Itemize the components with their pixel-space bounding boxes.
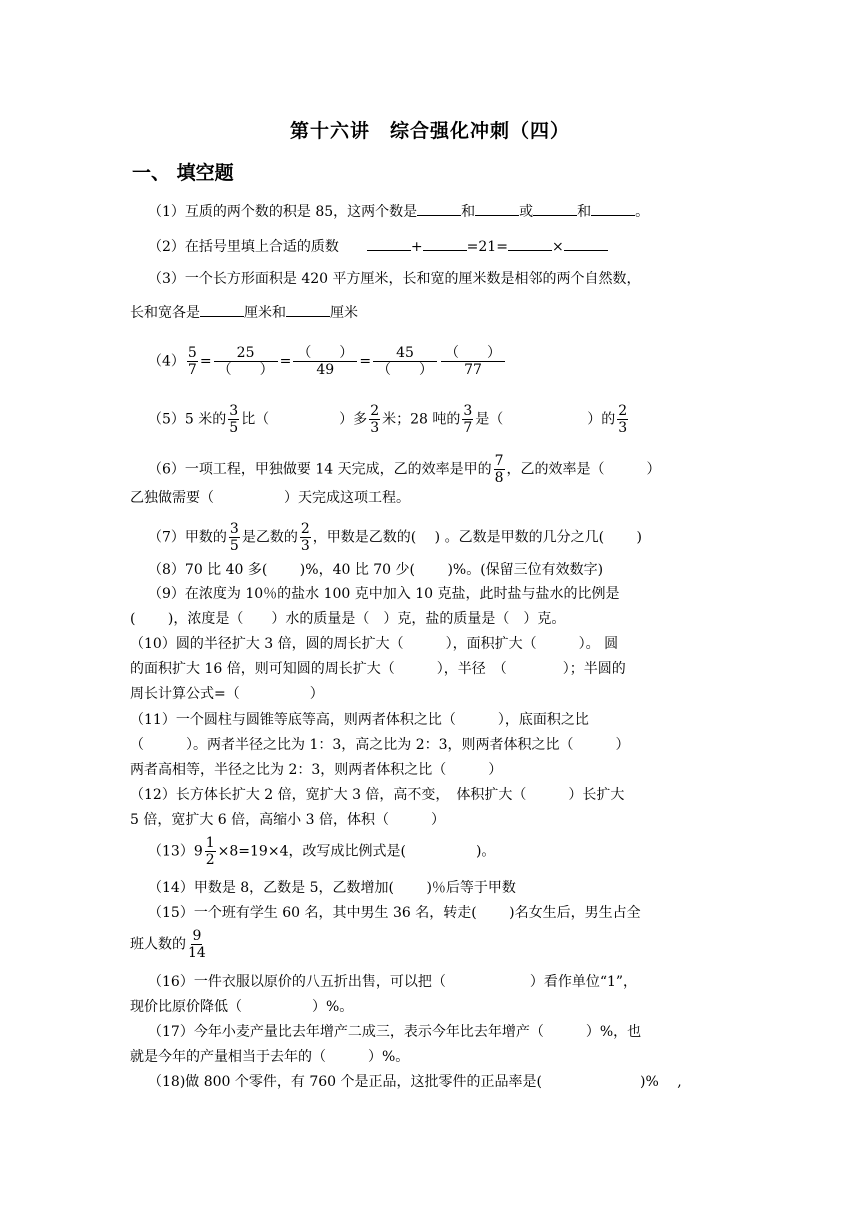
q6-b: ，乙的效率是（ ） <box>506 461 661 478</box>
q1-and1: 和 <box>461 204 476 220</box>
fraction <box>293 345 357 378</box>
denominator: 14 <box>188 945 206 961</box>
blank[interactable] <box>475 201 519 216</box>
question-13 <box>148 835 758 868</box>
denominator: 7 <box>463 420 473 436</box>
question-5 <box>148 403 758 436</box>
q1-end: 。 <box>635 204 650 220</box>
section-heading: 一、 填空题 <box>132 162 234 184</box>
denominator: 2 <box>205 852 215 868</box>
question-3-line2 <box>130 302 740 323</box>
blank[interactable] <box>508 236 552 251</box>
numerator: 25 <box>214 345 278 362</box>
numerator: 2 <box>618 403 628 419</box>
question-7 <box>148 521 758 554</box>
q1-text: （1）互质的两个数的积是 85，这两个数是 <box>148 204 418 220</box>
question-17-line2: 就是今年的产量相当于去年的（ ）%。 <box>130 1049 410 1065</box>
q13-a: （13）9 <box>148 843 203 860</box>
numerator: 3 <box>229 521 239 537</box>
q2-times: × <box>551 239 564 255</box>
fraction <box>229 521 240 554</box>
blank[interactable] <box>423 236 467 251</box>
fraction <box>188 928 206 961</box>
question-16-line1: （16）一件衣服以原价的八五折出售，可以把（ ）看作单位“1”， <box>148 974 638 990</box>
numerator: 1 <box>205 835 215 851</box>
denominator: 49 <box>316 362 335 378</box>
numerator: 45 <box>373 345 437 362</box>
denominator[interactable]: （ ） <box>217 362 274 378</box>
equals: = <box>199 353 212 370</box>
q3-pre: 长和宽各是 <box>130 305 200 321</box>
fraction <box>617 403 628 436</box>
q5-c: 米；28 吨的 <box>382 411 461 428</box>
question-10-line1: （10）圆的半径扩大 3 倍，圆的周长扩大（ ），面积扩大（ ）。 圆 <box>130 636 619 652</box>
denominator: 3 <box>370 420 380 436</box>
fraction <box>300 521 311 554</box>
q5-d: 是（ ）的 <box>475 411 616 428</box>
fraction <box>228 403 239 436</box>
question-10-line3: 周长计算公式=（ ） <box>130 686 324 702</box>
denominator: 3 <box>300 538 310 554</box>
question-12-line1: （12）长方体长扩大 2 倍，宽扩大 3 倍，高不变， 体积扩大（ ）长扩大 <box>130 787 625 803</box>
blank[interactable] <box>286 302 330 317</box>
q2-plus: + <box>410 239 423 255</box>
question-11-line3: 两者高相等，半径之比为 2：3，则两者体积之比（ ） <box>130 762 503 778</box>
denominator: 77 <box>464 362 482 378</box>
q7-a: （7）甲数的 <box>148 529 227 546</box>
question-4 <box>148 345 758 378</box>
numerator: 9 <box>192 928 202 944</box>
question-2 <box>148 236 758 257</box>
question-17-line1: （17）今年小麦产量比去年增产二成三，表示今年比去年增产（ ）%，也 <box>148 1024 642 1040</box>
q1-or: 或 <box>519 204 534 220</box>
blank[interactable] <box>564 236 608 251</box>
q3-end: 厘米 <box>330 305 358 321</box>
numerator: 3 <box>463 403 473 419</box>
numerator: 5 <box>187 345 197 361</box>
question-18: （18)做 800 个零件，有 760 个是正品，这批零件的正品率是( )% , <box>148 1074 682 1090</box>
numerator[interactable]: （ ） <box>441 345 505 362</box>
blank[interactable] <box>417 201 461 216</box>
q1-and2: 和 <box>577 204 592 220</box>
question-6-line2: 乙独做需要（ ）天完成这项工程。 <box>130 490 410 506</box>
denominator: 5 <box>229 420 239 436</box>
page-title: 第十六讲 综合强化冲刺（四） <box>289 120 570 142</box>
question-3-line1: （3）一个长方形面积是 420 平方厘米，长和宽的厘米数是相邻的两个自然数， <box>148 271 641 287</box>
fraction <box>214 345 278 378</box>
q6-a: （6）一项工程，甲独做要 14 天完成，乙的效率是甲的 <box>148 461 492 478</box>
denominator: 8 <box>494 470 504 486</box>
fraction <box>205 835 216 868</box>
q2-eq: =21= <box>466 239 508 255</box>
question-14: （14）甲数是 8，乙数是 5，乙数增加( )％后等于甲数 <box>148 880 516 896</box>
numerator[interactable]: （ ） <box>293 345 357 362</box>
question-15-line2 <box>130 928 740 961</box>
equals: = <box>279 353 292 370</box>
numerator: 7 <box>494 453 504 469</box>
numerator: 3 <box>229 403 239 419</box>
q13-b: ×8=19×4，改写成比例式是( )。 <box>217 843 496 860</box>
denominator: 3 <box>618 420 628 436</box>
equals: = <box>359 353 372 370</box>
question-15-line1: （15）一个班有学生 60 名，其中男生 36 名，转走( )名女生后，男生占全 <box>148 905 641 921</box>
numerator: 2 <box>370 403 380 419</box>
question-9-line2: ( )，浓度是（ ）水的质量是（ ）克，盐的质量是（ ）克。 <box>130 611 566 627</box>
fraction <box>369 403 380 436</box>
question-10-line2: 的面积扩大 16 倍，则可知圆的周长扩大（ ），半径 （ ）；半圆的 <box>130 661 626 677</box>
q5-b: 比（ ）多 <box>241 411 368 428</box>
q4-label: （4） <box>148 353 185 370</box>
blank[interactable] <box>200 302 244 317</box>
blank[interactable] <box>591 201 635 216</box>
q7-b: 是乙数的 <box>241 529 298 546</box>
q5-a: （5）5 米的 <box>148 411 227 428</box>
question-11-line2: （ ）。两者半径之比为 1：3，高之比为 2：3，则两者体积之比（ ） <box>130 737 630 753</box>
fraction <box>373 345 437 378</box>
question-9-line1: （9）在浓度为 10％的盐水 100 克中加入 10 克盐，此时盐与盐水的比例是 <box>148 586 620 602</box>
question-6-line1 <box>148 453 758 486</box>
question-11-line1: （11）一个圆柱与圆锥等底等高，则两者体积之比（ ），底面积之比 <box>130 712 589 728</box>
q7-c: ，甲数是乙数的( ) 。乙数是甲数的几分之几( ) <box>312 529 642 546</box>
fraction <box>441 345 505 378</box>
question-8: （8）70 比 40 多( )%，40 比 70 少( )%。(保留三位有效数字) <box>148 562 604 578</box>
question-16-line2: 现价比原价降低（ ）%。 <box>130 999 354 1015</box>
q15-pre: 班人数的 <box>130 936 186 953</box>
question-1 <box>148 201 758 222</box>
fraction <box>494 453 505 486</box>
blank[interactable] <box>533 201 577 216</box>
numerator: 2 <box>300 521 310 537</box>
denominator: 5 <box>229 538 239 554</box>
q3-mid: 厘米和 <box>244 305 286 321</box>
question-12-line2: 5 倍，宽扩大 6 倍，高缩小 3 倍，体积（ ） <box>130 812 445 828</box>
q2-text: （2）在括号里填上合适的质数 <box>148 239 339 255</box>
fraction <box>462 403 473 436</box>
blank[interactable] <box>367 236 411 251</box>
denominator[interactable]: （ ） <box>377 362 434 378</box>
fraction <box>187 345 198 378</box>
denominator: 7 <box>187 362 197 378</box>
